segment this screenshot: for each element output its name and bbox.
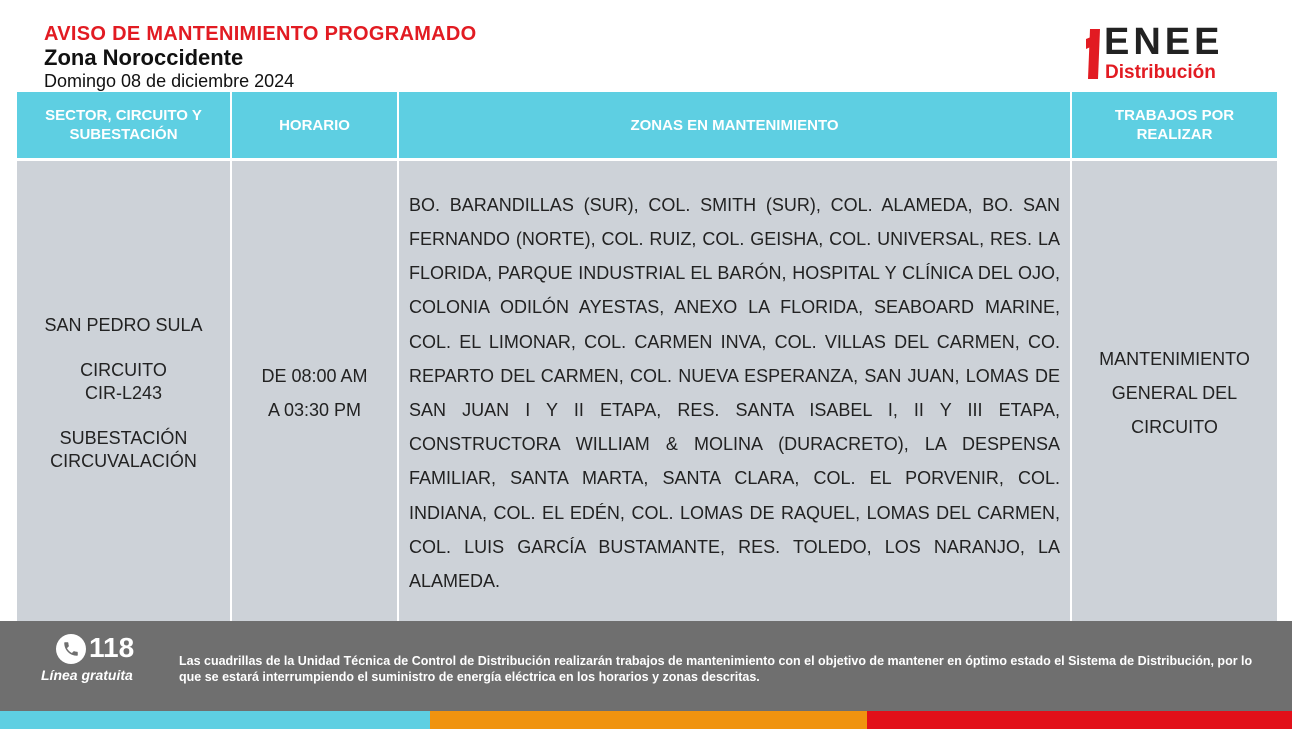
color-bar-orange bbox=[430, 711, 867, 729]
page-header bbox=[44, 22, 477, 92]
work-description: MANTENIMIENTO GENERAL DEL CIRCUITO bbox=[1099, 349, 1250, 437]
cell-sector bbox=[17, 161, 232, 625]
zone-name: Zona Noroccidente bbox=[44, 45, 244, 70]
hotline-label: Línea gratuita bbox=[41, 667, 133, 683]
circuit-label: CIRCUITO bbox=[80, 359, 167, 380]
enee-logo bbox=[1084, 21, 1264, 83]
substation-label: SUBESTACIÓN bbox=[59, 427, 188, 448]
hotline-number: 118 bbox=[89, 632, 135, 663]
notice-title: AVISO DE MANTENIMIENTO PROGRAMADO bbox=[44, 23, 477, 45]
header-zones: ZONAS EN MANTENIMIENTO bbox=[399, 92, 1072, 161]
time-from: DE 08:00 AM bbox=[261, 366, 368, 386]
circuit-block bbox=[17, 359, 230, 405]
logo-brand: ENEE bbox=[1104, 21, 1224, 63]
cell-schedule bbox=[232, 161, 399, 625]
maintenance-table bbox=[17, 92, 1277, 625]
table-row bbox=[17, 161, 1277, 625]
color-bar-red bbox=[867, 711, 1292, 729]
cell-work bbox=[1072, 161, 1277, 625]
footer bbox=[0, 621, 1292, 711]
header-sector: SECTOR, CIRCUITO Y SUBESTACIÓN bbox=[17, 92, 232, 161]
logo-subtitle: Distribución bbox=[1105, 62, 1216, 83]
phone-icon bbox=[56, 634, 86, 664]
circuit-code: CIR-L243 bbox=[84, 382, 163, 403]
substation-name: CIRCUVALACIÓN bbox=[50, 450, 197, 471]
color-bar-cyan bbox=[0, 711, 430, 729]
header-schedule: HORARIO bbox=[232, 92, 399, 161]
sector-name: SAN PEDRO SULA bbox=[44, 314, 203, 335]
header-work: TRABAJOS POR REALIZAR bbox=[1072, 92, 1277, 161]
cell-zones: BO. BARANDILLAS (SUR), COL. SMITH (SUR), COL. ALAMEDA, BO. SAN FERNANDO (NORTE), COL. RUIZ, COL. GEISHA, COL. UNIVERSAL, RES. LA FLORIDA, PARQUE INDUSTRIAL EL BARÓN, HOSPITAL Y CLÍNICA DEL OJO, COLONIA ODILÓN AYESTAS, ANEXO LA FLORIDA, SEABOARD MARINE, COL. EL LIMONAR, COL. CARMEN INVA, COL. VILLAS DEL CARMEN, CO. REPARTO DEL CARMEN, COL. NUEVA ESPERANZA, SAN JUAN, LOMAS DE SAN JUAN I Y II ETAPA, RES. SANTA ISABEL I, II Y III ETAPA, CONSTRUCTORA WILLIAM & MOLINA (DURACRETO), LA DESPENSA FAMILIAR, SANTA MARTA, SANTA CLARA, COL. EL PORVENIR, COL. INDIANA, COL. EL EDÉN, COL. LOMAS DE RAQUEL, LOMAS DEL CARMEN, COL. LUIS GARCÍA BUSTAMANTE, RES. TOLEDO, LOS NARANJO, LA ALAMEDA. bbox=[399, 161, 1072, 625]
footer-note: Las cuadrillas de la Unidad Técnica de Control de Distribución realizarán trabajos de mantenimiento con el objetivo de mantener en óptimo estado el Sistema de Distribución, por lo que se estará interrumpiendo el suministro de energía eléctrica en los horarios y zonas descritas. bbox=[179, 654, 1253, 684]
time-to: A 03:30 PM bbox=[267, 400, 362, 420]
table-header-row bbox=[17, 92, 1277, 161]
notice-date: Domingo 08 de diciembre 2024 bbox=[44, 71, 295, 91]
substation-block bbox=[17, 427, 230, 473]
enee-logo-icon bbox=[1086, 29, 1100, 79]
